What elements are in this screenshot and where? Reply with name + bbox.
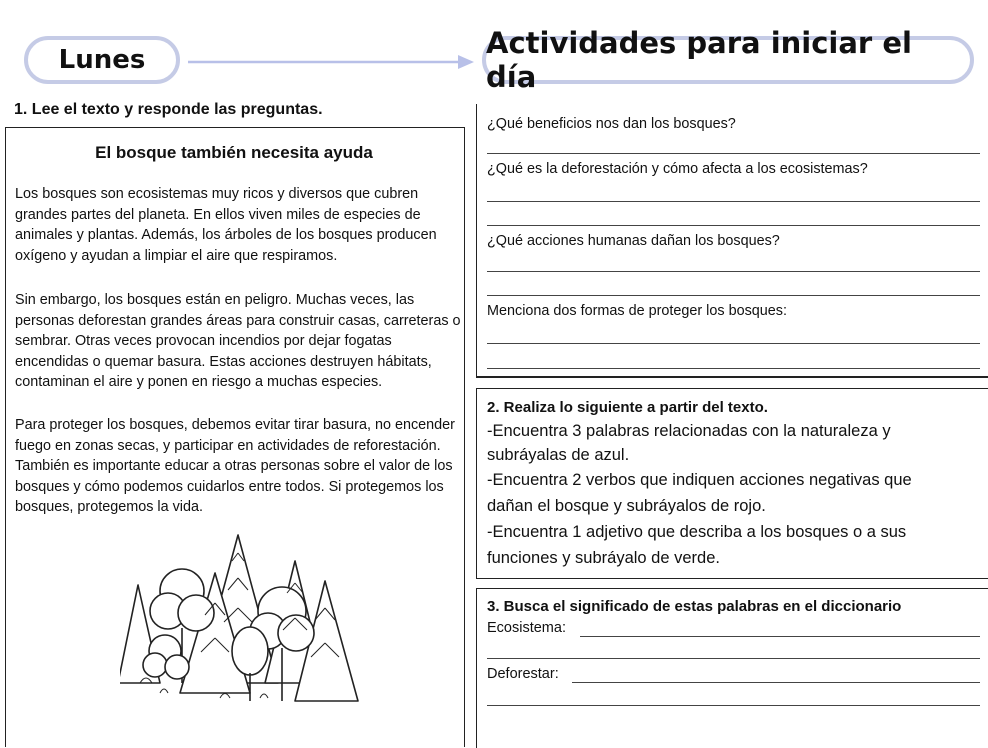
reading-title: El bosque también necesita ayuda: [95, 143, 373, 162]
instruction-line: -Encuentra 1 adjetivo que describa a los bosques o a sus: [487, 523, 907, 541]
answer-line[interactable]: [487, 225, 980, 226]
answer-line[interactable]: [487, 153, 980, 154]
section3-heading: 3. Busca el significado de estas palabras en el diccionario: [487, 598, 902, 615]
reading-paragraph: Los bosques son ecosistemas muy ricos y diversos que cubren grandes partes del planeta. En ellos viven miles de especies de animales y plantas. Además, los árboles de los bosques producen oxígeno y ayudan a limpiar el aire que respiramos.: [15, 186, 437, 264]
definition-line[interactable]: [580, 636, 980, 637]
instruction-line: funciones y subráyalo de verde.: [487, 549, 720, 567]
answer-line[interactable]: [487, 271, 980, 272]
term-ecosistema: Ecosistema:: [487, 620, 566, 636]
instruction-line: -Encuentra 2 verbos que indiquen acciones negativas que: [487, 471, 912, 489]
instruction-line: -Encuentra 3 palabras relacionadas con la naturaleza y: [487, 422, 891, 440]
answer-line[interactable]: [487, 201, 980, 202]
answer-line[interactable]: [487, 295, 980, 296]
definition-line[interactable]: [487, 705, 980, 706]
question-2: ¿Qué es la deforestación y cómo afecta a los ecosistemas?: [487, 161, 868, 177]
page-title: Actividades para iniciar el día: [482, 36, 974, 84]
instruction-line: dañan el bosque y subráyalos de rojo.: [487, 497, 766, 515]
section1-heading: 1. Lee el texto y responde las preguntas.: [14, 101, 323, 118]
definition-line[interactable]: [572, 682, 980, 683]
instruction-line: subráyalas de azul.: [487, 446, 630, 464]
arrow-right-icon: [188, 52, 478, 72]
answer-line[interactable]: [487, 343, 980, 344]
forest-illustration: [120, 533, 370, 705]
reading-paragraph: Para proteger los bosques, debemos evitar tirar basura, no encender fuego en zonas secas, y participar en actividades de reforestación. También es importante educar a otras personas sobre el valor de los bosques y cómo podemos cuidarlos entre todos. Si protegemos los bosques, protegemos la vida.: [15, 417, 455, 515]
question-1: ¿Qué beneficios nos dan los bosques?: [487, 116, 736, 132]
term-deforestar: Deforestar:: [487, 666, 559, 682]
definition-line[interactable]: [487, 658, 980, 659]
day-label: Lunes: [24, 36, 180, 84]
section2-heading: 2. Realiza lo siguiente a partir del texto.: [487, 399, 768, 416]
reading-paragraph: Sin embargo, los bosques están en peligro. Muchas veces, las personas deforestan grandes áreas para construir casas, carreteras o sembrar. Otras veces provocan incendios por dejar fogatas encendidas o quemar basura. Estas acciones destruyen hábitats, contaminan el aire y ponen en riesgo a muchas especies.: [15, 292, 461, 390]
question-3: ¿Qué acciones humanas dañan los bosques?: [487, 233, 780, 249]
answer-line[interactable]: [487, 368, 980, 369]
question-4: Menciona dos formas de proteger los bosques:: [487, 303, 787, 319]
